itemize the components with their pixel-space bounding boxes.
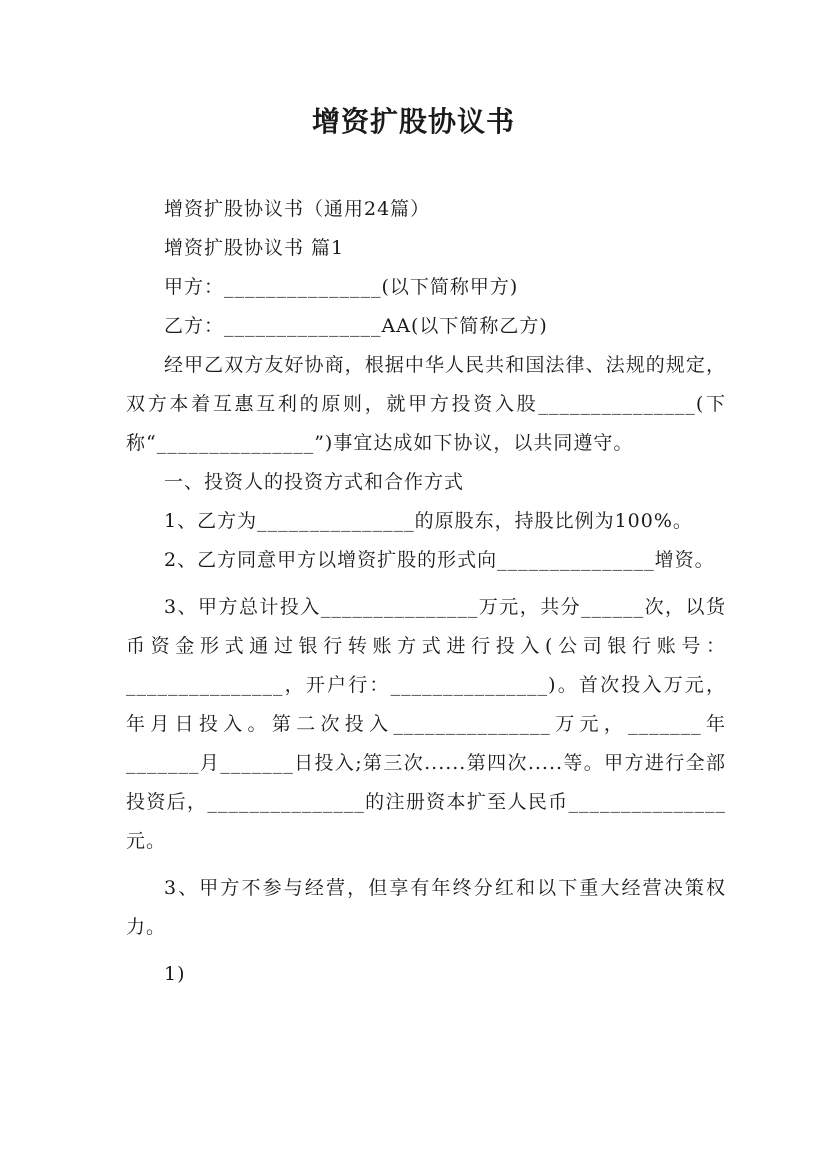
paragraph-preamble: 经甲乙双方友好协商，根据中华人民共和国法律、法规的规定，双方本着互惠互利的原则，就甲方投资入股_______________(下称“_______________”)事宜达成如下协议，以共同遵守。	[126, 354, 726, 454]
paragraph-clause-3: 3、甲方总计投入_______________万元，共分______次，以货币资金形式通过银行转账方式进行投入(公司银行账号：_______________，开户行：_______________)。首次投入万元，年月日投入。第二次投入_______________万元，_______年_______月_______日投入;第三次......第四次.....等。甲方进行全部投资后，_______________的注册资本扩至人民币_______________元。	[126, 596, 726, 852]
paragraph-clause-heading: 一、投资人的投资方式和合作方式	[164, 471, 465, 493]
paragraph-section-heading: 增资扩股协议书 篇1	[164, 237, 345, 259]
document-body	[126, 190, 726, 994]
paragraph-item-1: 1)	[164, 963, 186, 985]
paragraph-clause-3b: 3、甲方不参与经营，但享有年终分红和以下重大经营决策权力。	[126, 877, 726, 938]
paragraph-party-b: 乙方：_______________AA(以下简称乙方)	[164, 315, 548, 337]
document-title: 增资扩股协议书	[311, 105, 515, 138]
paragraph-party-a: 甲方：_______________(以下简称甲方)	[164, 276, 519, 298]
paragraph-clause-2: 2、乙方同意甲方以增资扩股的形式向_______________增资。	[164, 549, 715, 571]
paragraph-clause-1: 1、乙方为_______________的原股东，持股比例为100%。	[164, 510, 693, 532]
paragraph-subtitle: 增资扩股协议书（通用24篇）	[164, 198, 431, 220]
